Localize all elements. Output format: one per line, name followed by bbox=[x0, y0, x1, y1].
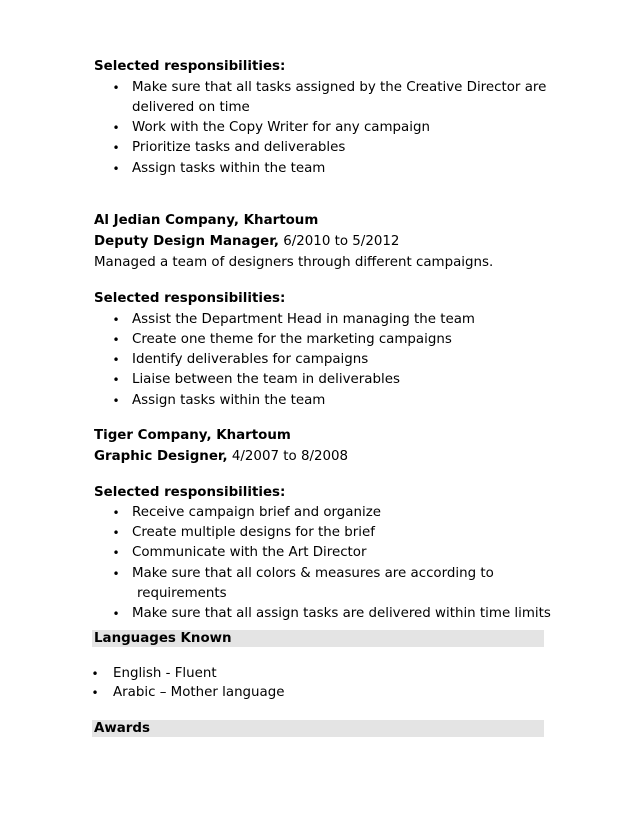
responsibilities-heading: Selected responsibilities: bbox=[94, 485, 286, 500]
job-title: Graphic Designer, bbox=[94, 449, 228, 464]
language-item: English - Fluent bbox=[113, 666, 217, 681]
bullet-icon: • bbox=[112, 394, 120, 408]
job-dates: 4/2007 to 8/2008 bbox=[227, 449, 349, 464]
bullet-icon: • bbox=[91, 667, 99, 681]
company-name: Tiger Company, Khartoum bbox=[94, 428, 291, 443]
job-title-line bbox=[94, 448, 348, 466]
bullet-icon: • bbox=[112, 373, 120, 387]
list-item: Work with the Copy Writer for any campaign bbox=[132, 120, 430, 135]
list-item: Prioritize tasks and deliverables bbox=[132, 140, 346, 155]
company-name: Al Jedian Company, Khartoum bbox=[94, 213, 319, 228]
job-dates: 6/2010 to 5/2012 bbox=[278, 234, 400, 249]
list-item-continuation: delivered on time bbox=[132, 100, 250, 115]
list-item: Identify deliverables for campaigns bbox=[132, 352, 369, 367]
job-summary: Managed a team of designers through different campaigns. bbox=[94, 255, 494, 270]
job-title: Deputy Design Manager, bbox=[94, 234, 279, 249]
list-item: Make sure that all assign tasks are delivered within time limits bbox=[132, 606, 551, 621]
bullet-icon: • bbox=[112, 333, 120, 347]
awards-section-heading: Awards bbox=[92, 720, 544, 737]
list-item: Create one theme for the marketing campaigns bbox=[132, 332, 452, 347]
list-item: Make sure that all colors & measures are according to bbox=[132, 566, 494, 581]
bullet-icon: • bbox=[112, 567, 120, 581]
responsibilities-heading: Selected responsibilities: bbox=[94, 59, 286, 74]
language-item: Arabic – Mother language bbox=[113, 685, 285, 700]
bullet-icon: • bbox=[112, 353, 120, 367]
bullet-icon: • bbox=[112, 141, 120, 155]
bullet-icon: • bbox=[112, 313, 120, 327]
bullet-icon: • bbox=[112, 607, 120, 621]
list-item: Make sure that all tasks assigned by the Creative Director are bbox=[132, 80, 547, 95]
list-item: Create multiple designs for the brief bbox=[132, 525, 375, 540]
bullet-icon: • bbox=[112, 546, 120, 560]
list-item: Assign tasks within the team bbox=[132, 161, 326, 176]
bullet-icon: • bbox=[91, 686, 99, 700]
job-title-line bbox=[94, 233, 399, 251]
bullet-icon: • bbox=[112, 526, 120, 540]
bullet-icon: • bbox=[112, 162, 120, 176]
list-item: Communicate with the Art Director bbox=[132, 545, 367, 560]
list-item: Assist the Department Head in managing the team bbox=[132, 312, 475, 327]
bullet-icon: • bbox=[112, 121, 120, 135]
list-item: Assign tasks within the team bbox=[132, 393, 326, 408]
list-item-continuation: requirements bbox=[137, 586, 227, 601]
list-item: Receive campaign brief and organize bbox=[132, 505, 381, 520]
languages-section-heading: Languages Known bbox=[92, 630, 544, 647]
responsibilities-heading: Selected responsibilities: bbox=[94, 291, 286, 306]
bullet-icon: • bbox=[112, 81, 120, 95]
bullet-icon: • bbox=[112, 506, 120, 520]
list-item: Liaise between the team in deliverables bbox=[132, 372, 400, 387]
